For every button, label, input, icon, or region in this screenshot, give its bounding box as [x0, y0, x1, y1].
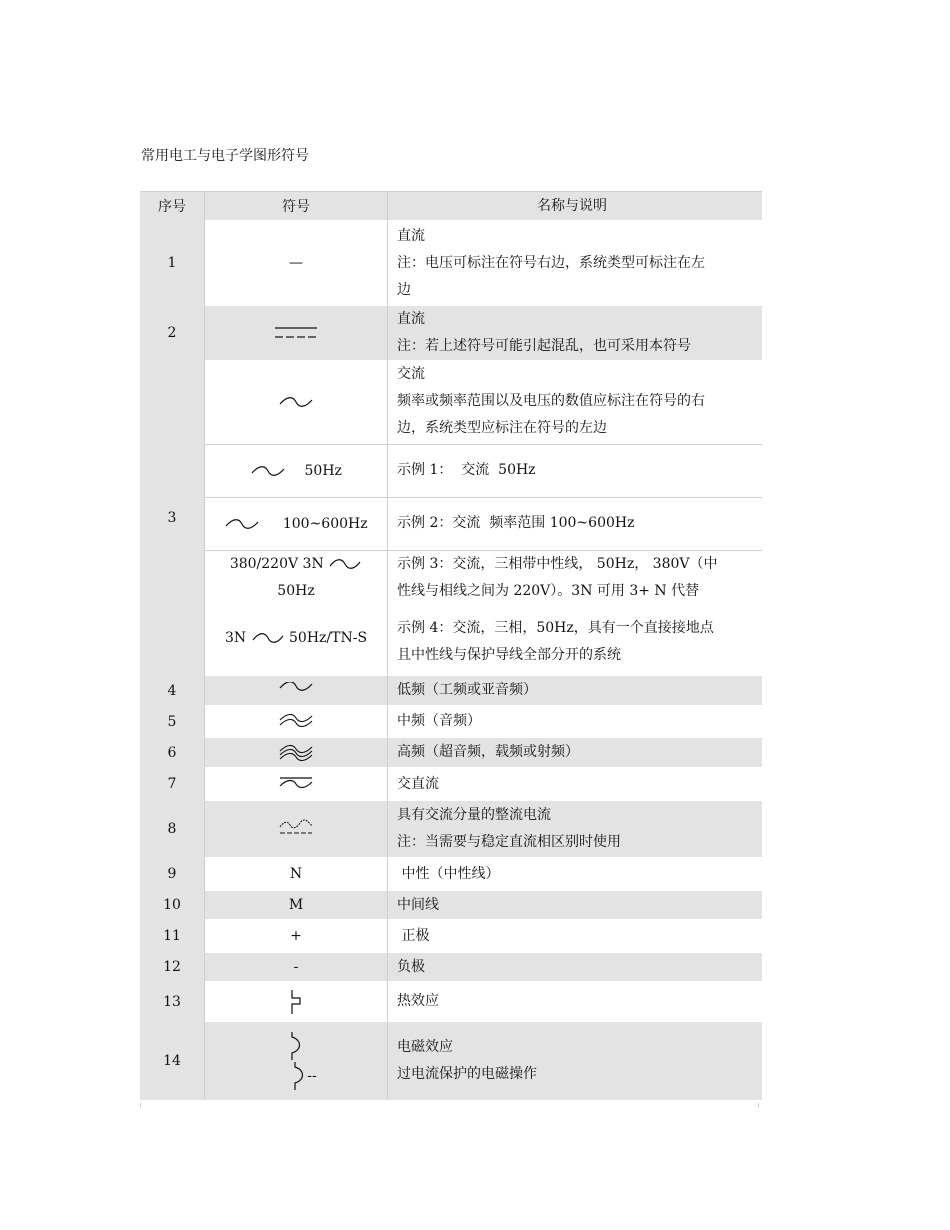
- desc-line: 热效应: [397, 993, 439, 1009]
- table-header-row: [140, 192, 762, 221]
- symbol-cell: [205, 497, 388, 550]
- ac-dc-symbol-icon: [278, 775, 314, 793]
- symbol-cell: [205, 676, 388, 705]
- symbol-label: 50Hz: [277, 582, 315, 599]
- row-num: 12: [140, 953, 205, 981]
- desc-line: 交直流: [397, 775, 439, 792]
- ac-symbol-icon: [278, 395, 314, 409]
- midline-symbol: M: [288, 897, 304, 913]
- electromagnetic-effect-symbol-icon: [288, 1031, 304, 1061]
- table-row: [140, 891, 762, 919]
- desc-line: 高频（超音频，载频或射频）: [397, 744, 579, 760]
- thermal-effect-symbol-icon: [289, 989, 303, 1015]
- desc-line: 直流: [397, 227, 425, 244]
- desc-line: 直流: [397, 311, 425, 327]
- desc-line: 频率或频率范围以及电压的数值应标注在符号的右: [397, 393, 705, 410]
- table-row: [140, 360, 762, 444]
- desc-cell: [388, 550, 763, 676]
- desc-line: 正极: [397, 927, 430, 944]
- header-num: 序号: [140, 192, 205, 221]
- table-row: [140, 705, 762, 738]
- desc-line: 边，系统类型应标注在符号的左边: [397, 420, 607, 437]
- table-row: [140, 801, 762, 857]
- overcurrent-electromagnetic-symbol-icon: [291, 1061, 307, 1091]
- table-row: [140, 306, 762, 360]
- desc-line: 中性（中性线）: [397, 865, 500, 882]
- symbol-cell: [205, 767, 388, 801]
- document-title: 常用电工与电子学图形符号: [141, 148, 309, 164]
- desc-cell: [388, 801, 763, 857]
- desc-line: 低频（工频或亚音频）: [397, 682, 537, 698]
- symbol-label: 380/220V 3N: [229, 555, 324, 572]
- ac-symbol-icon: [250, 464, 286, 478]
- desc-cell: [388, 360, 763, 444]
- symbol-label: 50Hz: [304, 462, 342, 479]
- desc-cell: [388, 738, 763, 767]
- symbol-cell: [205, 857, 388, 891]
- symbol-cell: [205, 550, 388, 676]
- desc-cell: [388, 676, 763, 705]
- dc-symbol: —: [289, 255, 303, 271]
- symbol-cell: [205, 360, 388, 444]
- desc-cell: [388, 306, 763, 360]
- table-row: [140, 767, 762, 801]
- ac-symbol-icon: [251, 631, 285, 645]
- row-num: 7: [140, 767, 205, 801]
- negative-symbol: -: [293, 959, 299, 975]
- table-row: [140, 919, 762, 953]
- symbol-cell: [205, 306, 388, 360]
- desc-line: 交流: [397, 366, 425, 383]
- desc-cell: [388, 767, 763, 801]
- desc-cell: [388, 857, 763, 891]
- desc-line: 且中性线与保护导线全部分开的系统: [397, 646, 621, 663]
- row-num: 5: [140, 705, 205, 738]
- symbol-table: [140, 191, 762, 1100]
- desc-line: 注：若上述符号可能引起混乱，也可采用本符号: [397, 338, 691, 354]
- desc-line: 示例 3：交流，三相带中性线， 50Hz， 380V（中: [397, 555, 718, 572]
- desc-line: 电磁效应: [397, 1039, 453, 1055]
- row-num: 1: [140, 220, 205, 306]
- desc-line: 中间线: [397, 896, 439, 913]
- table-row: [140, 738, 762, 767]
- row-num: 13: [140, 981, 205, 1022]
- row-num: 2: [140, 306, 205, 360]
- desc-cell: [388, 891, 763, 919]
- dc-alt-symbol-icon: [273, 323, 319, 343]
- desc-line: 注：电压可标注在符号右边，系统类型可标注在左: [397, 254, 705, 271]
- ac-symbol-icon: [328, 557, 362, 571]
- header-symbol: 符号: [205, 192, 388, 221]
- desc-line: 边: [397, 281, 411, 298]
- table-row: [140, 220, 762, 306]
- symbol-cell: [205, 738, 388, 767]
- row-num: 10: [140, 891, 205, 919]
- low-frequency-symbol-icon: [278, 682, 314, 700]
- symbol-cell: [205, 1022, 388, 1100]
- desc-line: 性线与相线之间为 220V）。3N 可用 3+ N 代替: [397, 582, 700, 599]
- table-row: [140, 444, 762, 497]
- symbol-label: 3N: [224, 629, 247, 646]
- table-row: [140, 953, 762, 981]
- desc-cell: [388, 919, 763, 953]
- symbol-label: 100~600Hz: [282, 515, 368, 532]
- table-row: [140, 497, 762, 550]
- symbol-label: 50Hz/TN-S: [289, 629, 368, 646]
- table-row: [140, 1022, 762, 1100]
- dashes-label: --: [307, 1068, 317, 1084]
- desc-line: 具有交流分量的整流电流: [397, 807, 551, 823]
- rectified-current-symbol-icon: [278, 819, 314, 839]
- symbol-cell: [205, 801, 388, 857]
- desc-line: 注：当需要与稳定直流相区别时使用: [397, 834, 621, 850]
- symbol-cell: [205, 919, 388, 953]
- table-row: [140, 676, 762, 705]
- row-num: 9: [140, 857, 205, 891]
- row-num: 8: [140, 801, 205, 857]
- desc-line: 示例 1： 交流 50Hz: [397, 462, 536, 478]
- symbol-cell: [205, 705, 388, 738]
- desc-cell: [388, 705, 763, 738]
- row-num: 4: [140, 676, 205, 705]
- desc-cell: [388, 497, 763, 550]
- ac-symbol-icon: [224, 517, 260, 531]
- symbol-cell: [205, 981, 388, 1022]
- row-num: 6: [140, 738, 205, 767]
- symbol-cell: [205, 220, 388, 306]
- symbol-cell: [205, 444, 388, 497]
- desc-line: 示例 4：交流，三相，50Hz，具有一个直接接地点: [397, 619, 714, 636]
- desc-cell: [388, 953, 763, 981]
- high-frequency-symbol-icon: [278, 743, 314, 763]
- desc-cell: [388, 1022, 763, 1100]
- desc-cell: [388, 444, 763, 497]
- symbol-cell: [205, 953, 388, 981]
- row-num: 3: [140, 360, 205, 676]
- desc-line: 负极: [397, 958, 425, 975]
- positive-symbol: +: [290, 928, 302, 944]
- symbol-cell: [205, 891, 388, 919]
- table-row: [140, 550, 762, 676]
- table-edge: [140, 1103, 759, 1107]
- neutral-symbol: N: [289, 866, 303, 882]
- desc-line: 过电流保护的电磁操作: [397, 1066, 537, 1082]
- desc-cell: [388, 981, 763, 1022]
- mid-frequency-symbol-icon: [278, 713, 314, 731]
- desc-cell: [388, 220, 763, 306]
- row-num: 11: [140, 919, 205, 953]
- header-desc: 名称与说明: [388, 192, 763, 221]
- desc-line: 示例 2：交流 频率范围 100~600Hz: [397, 515, 635, 531]
- table-row: [140, 981, 762, 1022]
- row-num: 14: [140, 1022, 205, 1100]
- desc-line: 中频（音频）: [397, 713, 481, 729]
- table-row: [140, 857, 762, 891]
